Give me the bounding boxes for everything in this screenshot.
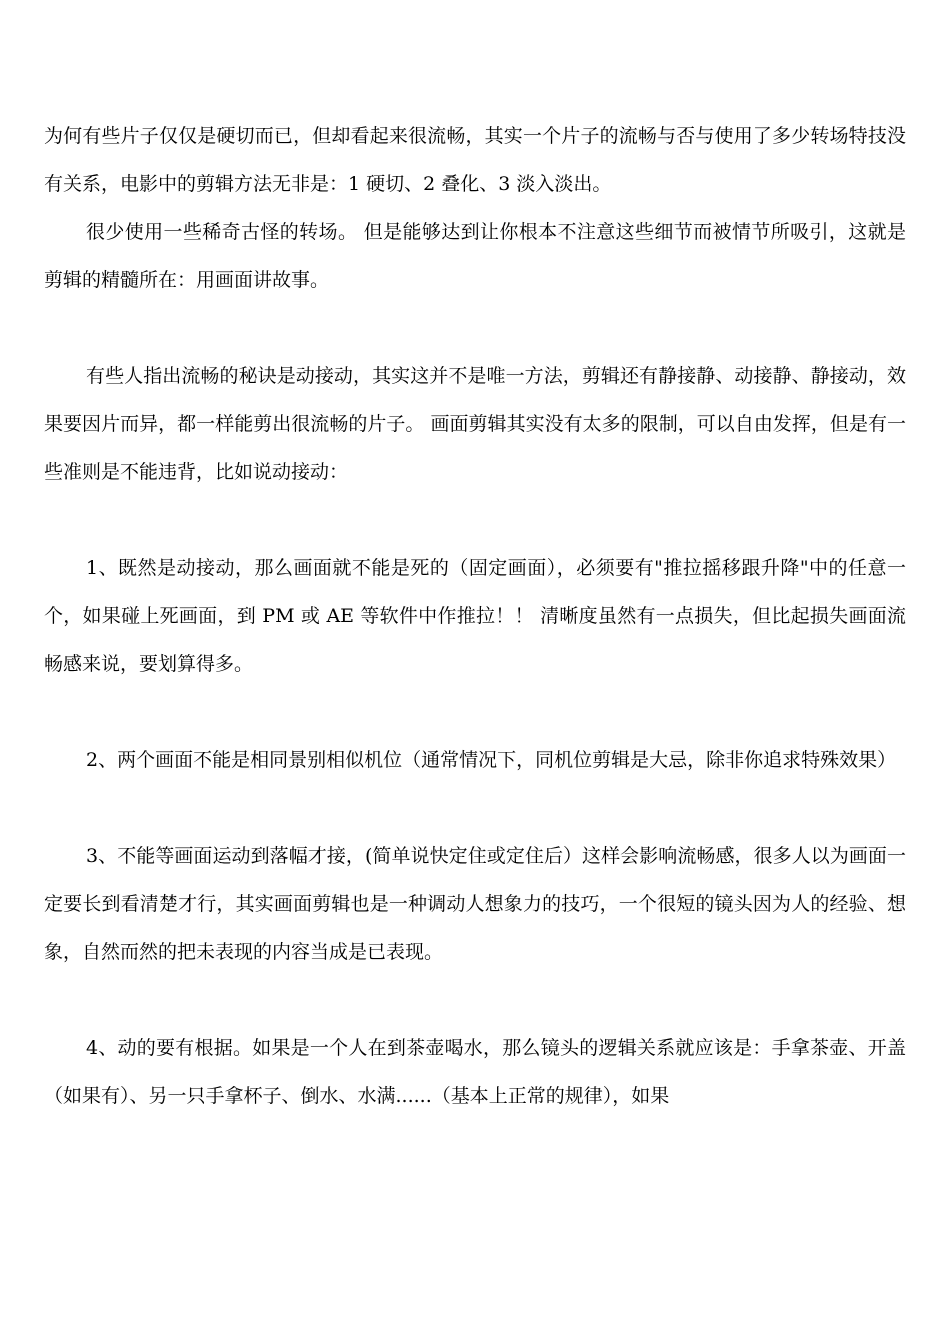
document-body [44, 112, 906, 1120]
paragraph-intro: 为何有些片子仅仅是硬切而已，但却看起来很流畅，其实一个片子的流畅与否与使用了多少转场特技没有关系，电影中的剪辑方法无非是：1 硬切、2 叠化、3 淡入淡出。 [44, 125, 906, 195]
paragraph-transitions: 很少使用一些稀奇古怪的转场。 但是能够达到让你根本不注意这些细节而被情节所吸引，这就是剪辑的精髓所在：用画面讲故事。 [44, 221, 906, 291]
paragraph-rule-2: 2、两个画面不能是相同景别相似机位（通常情况下，同机位剪辑是大忌，除非你追求特殊效果） [86, 749, 897, 771]
paragraph-rule-4: 4、动的要有根据。如果是一个人在到茶壶喝水，那么镜头的逻辑关系就应该是：手拿茶壶、开盖（如果有）、另一只手拿杯子、倒水、水满......（基本上正常的规律），如果 [44, 1037, 906, 1107]
paragraph-motion-cut: 有些人指出流畅的秘诀是动接动，其实这并不是唯一方法，剪辑还有静接静、动接静、静接动，效果要因片而异，都一样能剪出很流畅的片子。 画面剪辑其实没有太多的限制，可以自由发挥，但是有一些准则是不能违背，比如说动接动： [44, 365, 906, 483]
paragraph-rule-1: 1、既然是动接动，那么画面就不能是死的（固定画面），必须要有"推拉摇移跟升降"中的任意一个，如果碰上死画面，到 PM 或 AE 等软件中作推拉！！ 清晰度虽然有一点损失，但比起损失画面流畅感来说，要划算得多。 [44, 557, 906, 675]
paragraph-rule-3: 3、不能等画面运动到落幅才接，(简单说快定住或定住后）这样会影响流畅感，很多人以为画面一定要长到看清楚才行，其实画面剪辑也是一种调动人想象力的技巧，一个很短的镜头因为人的经验、想象，自然而然的把未表现的内容当成是已表现。 [44, 845, 906, 963]
